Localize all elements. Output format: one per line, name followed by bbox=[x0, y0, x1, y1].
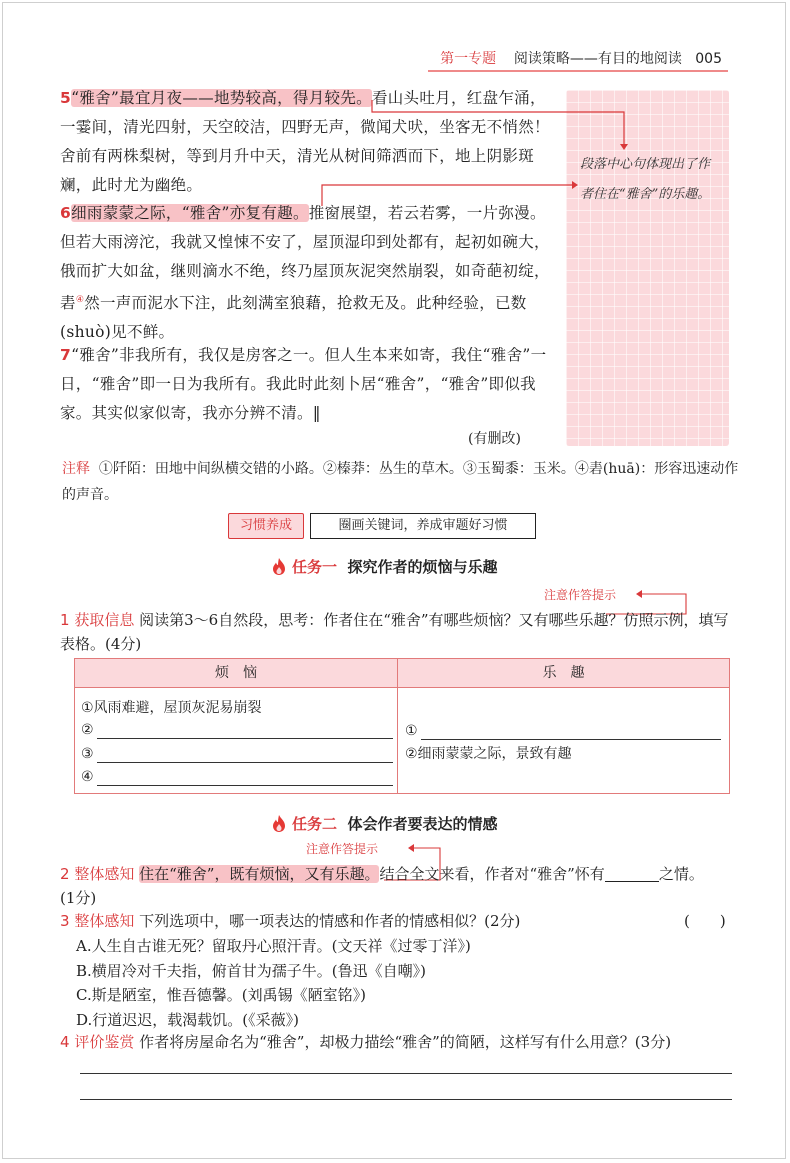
footnote-text: ①阡陌：田地中间纵横交错的小路。②榛莽：丛生的草木。③玉蜀黍：玉米。④砉(huā)：形容迅速动作的声音。 bbox=[62, 461, 739, 503]
question-2 bbox=[60, 862, 740, 910]
paragraph-text: 然一声而泥水下注，此刻满室狼藉，抢救无及。此种经验，已数(shuò)见不鲜。 bbox=[60, 294, 527, 342]
paragraph-text: 推窗展望，若云若雾，一片弥漫。但若大雨滂沱，我就又惶悚不安了，屋顶湿印到处都有，起初如碗大，俄而扩大如盆，继则滴水不绝，终乃屋顶灰泥突然崩裂，如奇葩初绽，砉 bbox=[60, 204, 550, 313]
question-number: 2 bbox=[60, 865, 70, 883]
source-note: (有删改) bbox=[468, 431, 521, 447]
habit-text: 圈画关键词，养成审题好习惯 bbox=[310, 513, 536, 539]
column-header-joys: 乐 趣 bbox=[542, 665, 585, 681]
question-3 bbox=[60, 909, 740, 933]
question-text: 结合全文来看，作者对“雅舍”怀有 bbox=[379, 865, 605, 883]
highlighted-text: 住在“雅舍”，既有烦恼，又有乐趣。 bbox=[139, 865, 380, 883]
hint-text: 注意作答提示 bbox=[306, 842, 379, 856]
task-title: 体会作者要表达的情感 bbox=[347, 815, 498, 833]
question-tag: 评价鉴赏 bbox=[74, 1033, 135, 1051]
option-a[interactable]: A.人生自古谁无死？留取丹心照汗青。(文天祥《过零丁洋》) bbox=[76, 937, 471, 955]
question-tag: 整体感知 bbox=[74, 912, 135, 930]
highlighted-sentence: 细雨蒙蒙之际，“雅舍”亦复有趣。 bbox=[71, 204, 309, 222]
worry-cell-4[interactable]: ④ bbox=[81, 769, 94, 785]
answer-line-2[interactable] bbox=[80, 1099, 732, 1100]
question-text: 阅读第3～6自然段，思考：作者住在“雅舍”有哪些烦恼？又有哪些乐趣？仿照示例，填写表格。(4分) bbox=[60, 611, 729, 653]
paragraph-text: “雅舍”非我所有，我仅是房客之一。但人生本来如寄，我住“雅舍”一日，“雅舍”即一日为我所有。我此时此刻卜居“雅舍”，“雅舍”即似我家。其实似家似寄，我亦分辨不清。‖ bbox=[60, 346, 547, 422]
question-text: 下列选项中，哪一项表达的情感和作者的情感相似？(2分) bbox=[139, 912, 521, 930]
question-text: 作者将房屋命名为“雅舍”，却极力描绘“雅舍”的简陋，这样写有什么用意？(3分) bbox=[139, 1033, 672, 1051]
answer-line-1[interactable] bbox=[80, 1073, 732, 1074]
option-b[interactable]: B.横眉冷对千夫指，俯首甘为孺子牛。(鲁迅《自嘲》) bbox=[76, 961, 426, 980]
answer-bracket[interactable]: ( ) bbox=[684, 912, 726, 930]
question-text: 之情。 bbox=[658, 865, 704, 883]
paragraph-number: 7 bbox=[60, 346, 72, 364]
question-number: 1 bbox=[60, 611, 70, 629]
option-d[interactable]: D.行道迟迟，载渴载饥。(《采薇》) bbox=[76, 1010, 299, 1029]
highlighted-sentence: “雅舍”最宜月夜——地势较高，得月较先。 bbox=[71, 89, 372, 107]
header-section: 第一专题 bbox=[440, 51, 497, 67]
column-header-worries: 烦 恼 bbox=[215, 665, 257, 681]
footnote-label: 注释 bbox=[62, 461, 90, 477]
worry-cell-2[interactable]: ② bbox=[81, 722, 94, 738]
task-title: 探究作者的烦恼与乐趣 bbox=[347, 558, 498, 576]
joy-cell-2: ②细雨蒙蒙之际，景致有趣 bbox=[405, 746, 572, 762]
worry-cell-3[interactable]: ③ bbox=[81, 746, 94, 762]
question-score: (1分) bbox=[60, 889, 97, 907]
header-title: 阅读策略——有目的地阅读 bbox=[513, 51, 682, 67]
paragraph-number: 6 bbox=[60, 204, 72, 222]
hint-text: 注意作答提示 bbox=[544, 588, 617, 602]
footnote-marker: ④ bbox=[75, 295, 85, 305]
answer-blank[interactable] bbox=[605, 865, 659, 882]
question-tag: 获取信息 bbox=[74, 611, 135, 629]
option-c[interactable]: C.斯是陋室，惟吾德馨。(刘禹锡《陋室铭》) bbox=[76, 986, 366, 1004]
task-label: 任务一 bbox=[292, 558, 338, 576]
question-tag: 整体感知 bbox=[74, 865, 135, 883]
habit-tag: 习惯养成 bbox=[228, 513, 304, 539]
side-note-text: 段落中心句体现出了作者住在“雅舍”的乐趣。 bbox=[580, 157, 711, 202]
task-label: 任务二 bbox=[292, 815, 338, 833]
joy-cell-1[interactable]: ① bbox=[405, 723, 418, 739]
question-4 bbox=[60, 1030, 740, 1054]
worry-cell-1: ①风雨难避，屋顶灰泥易崩裂 bbox=[81, 700, 262, 716]
question-number: 3 bbox=[60, 912, 70, 930]
options-list bbox=[76, 934, 471, 1032]
paragraph-text: 看山头吐月，红盘乍涌，一霎间，清光四射，天空皎洁，四野无声，微闻犬吠，坐客无不悄然！舍前有两株梨树，等到月升中天，清光从树间筛洒而下，地上阴影斑斓，此时尤为幽绝。 bbox=[60, 89, 550, 194]
paragraph-number: 5 bbox=[60, 89, 72, 107]
question-number: 4 bbox=[60, 1033, 70, 1051]
page-number: 005 bbox=[695, 51, 722, 67]
